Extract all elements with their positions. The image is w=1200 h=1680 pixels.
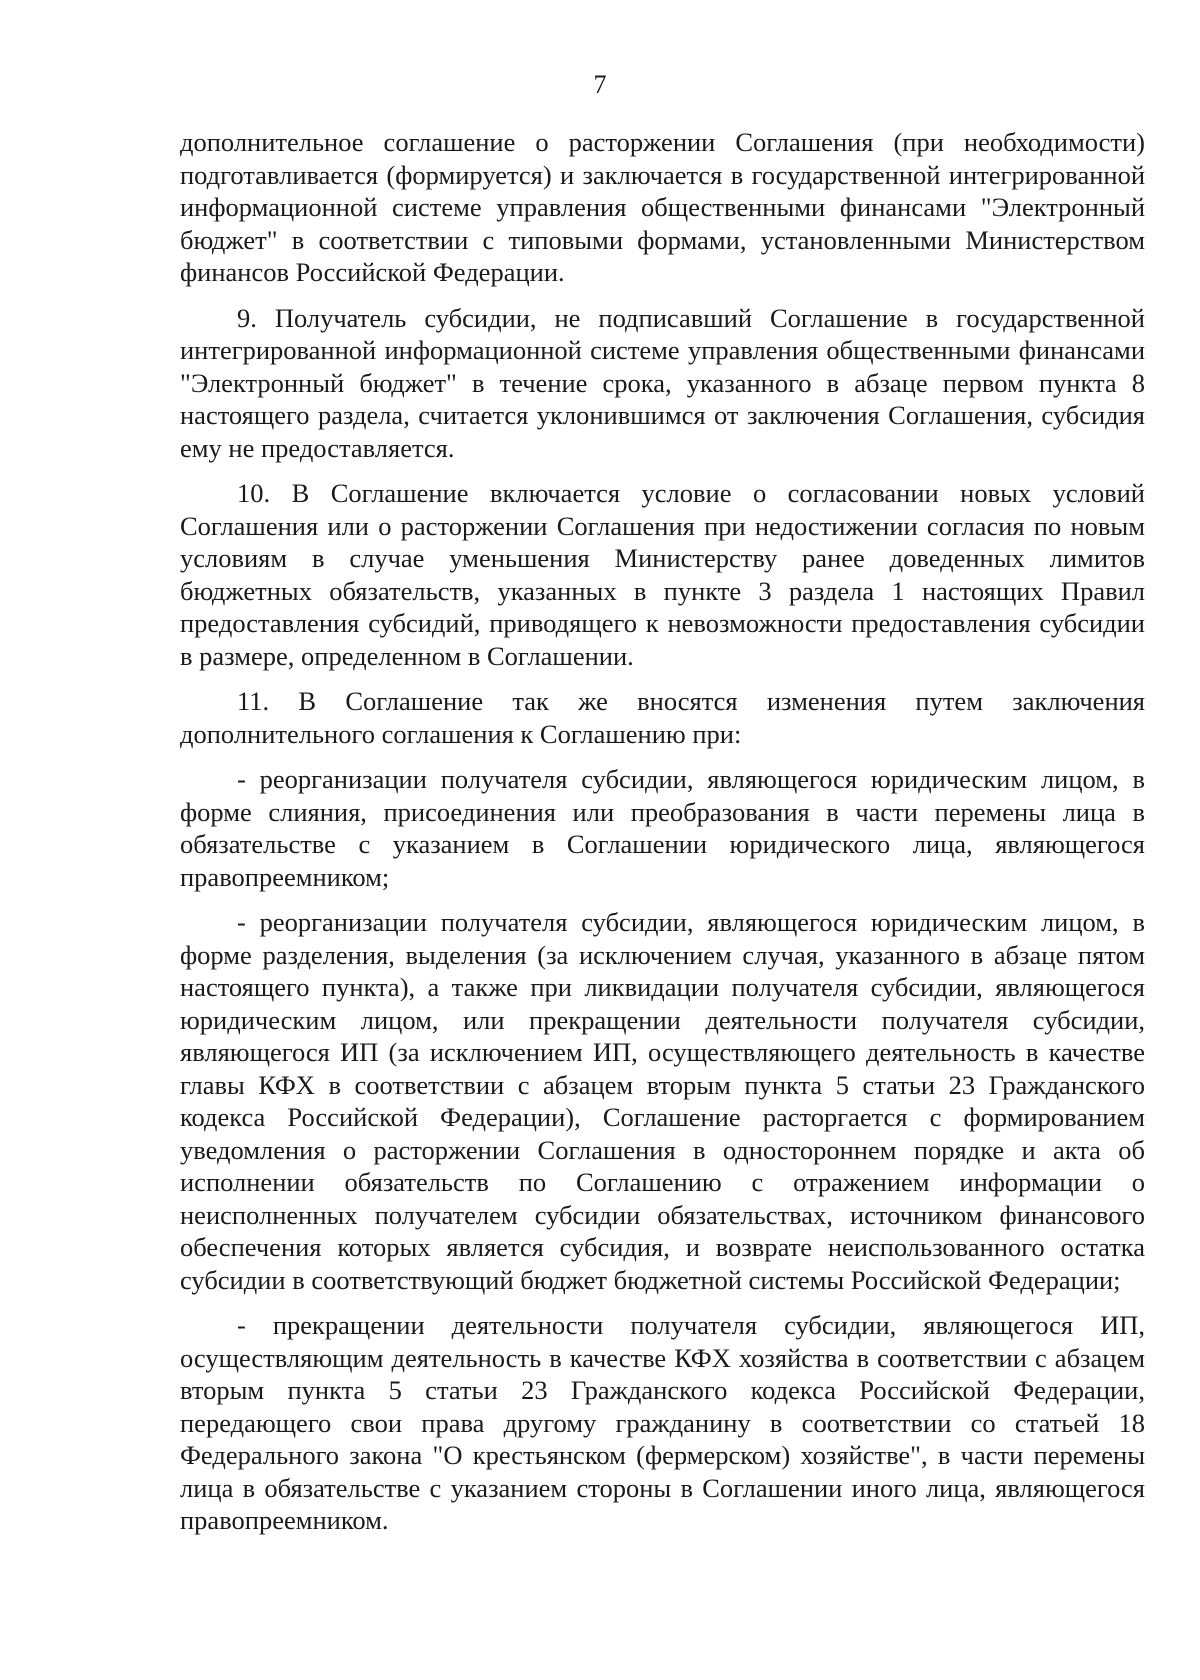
paragraph-11: 11. В Соглашение так же вносятся изменения путем заключения дополнительного соглашения к Соглашению при:: [180, 686, 1145, 749]
paragraph-continuation: дополнительное соглашение о расторжении Соглашения (при необходимости) подготавливается (формируется) и заключается в государственной интегрированной информационной системе управления общественными финансами "Электронный бюджет" в соответствии с типовыми формами, установленными Министерством финансов Российской Федерации.: [180, 127, 1145, 287]
paragraph-9: 9. Получатель субсидии, не подписавший Соглашение в государственной интегрированной информационной системе управления общественными финансами "Электронный бюджет" в течение срока, указанного в абзаце первом пункта 8 настоящего раздела, считается уклонившимся от заключения Соглашения, субсидия ему не предоставляется.: [180, 302, 1145, 463]
paragraph-11-item-termination: - прекращении деятельности получателя субсидии, являющегося ИП, осуществляющим деятельность в качестве КФХ хозяйства в соответствии с абзацем вторым пункта 5 статьи 23 Гражданского кодекса Российской Федерации, передающего свои права другому гражданину в соответствии со статьей 18 Федерального закона "О крестьянском (фермерском) хозяйстве", в части перемены лица в обязательстве с указанием стороны в Соглашении иного лица, являющегося правопреемником.: [180, 1310, 1145, 1535]
page-number: 7: [593, 70, 607, 99]
document-body: [180, 126, 1145, 1550]
paragraph-11-item-reorganization-merger: - реорганизации получателя субсидии, являющегося юридическим лицом, в форме слияния, присоединения или преобразования в части перемены лица в обязательстве с указанием в Соглашении юридического лица, являющегося правопреемником;: [180, 764, 1145, 892]
paragraph-11-item-reorganization-division: - реорганизации получателя субсидии, являющегося юридическим лицом, в форме разделения, выделения (за исключением случая, указанного в абзаце пятом настоящего пункта), а также при ликвидации получателя субсидии, являющегося юридическим лицом, или прекращении деятельности получателя субсидии, являющегося ИП (за исключением ИП, осуществляющего деятельность в качестве главы КФХ в соответствии с абзацем вторым пункта 5 статьи 23 Гражданского кодекса Российской Федерации), Соглашение расторгается с формированием уведомления о расторжении Соглашения в одностороннем порядке и акта об исполнении обязательств по Соглашению с отражением информации о неисполненных получателем субсидии обязательствах, источником финансового обеспечения которых является субсидия, и возврате неиспользованного остатка субсидии в соответствующий бюджет бюджетной системы Российской Федерации;: [180, 907, 1145, 1295]
paragraph-10: 10. В Соглашение включается условие о согласовании новых условий Соглашения или о расторжении Соглашения при недостижении согласия по новым условиям в случае уменьшения Министерству ранее доведенных лимитов бюджетных обязательств, указанных в пункте 3 раздела 1 настоящих Правил предоставления субсидий, приводящего к невозможности предоставления субсидии в размере, определенном в Соглашении.: [180, 478, 1145, 671]
